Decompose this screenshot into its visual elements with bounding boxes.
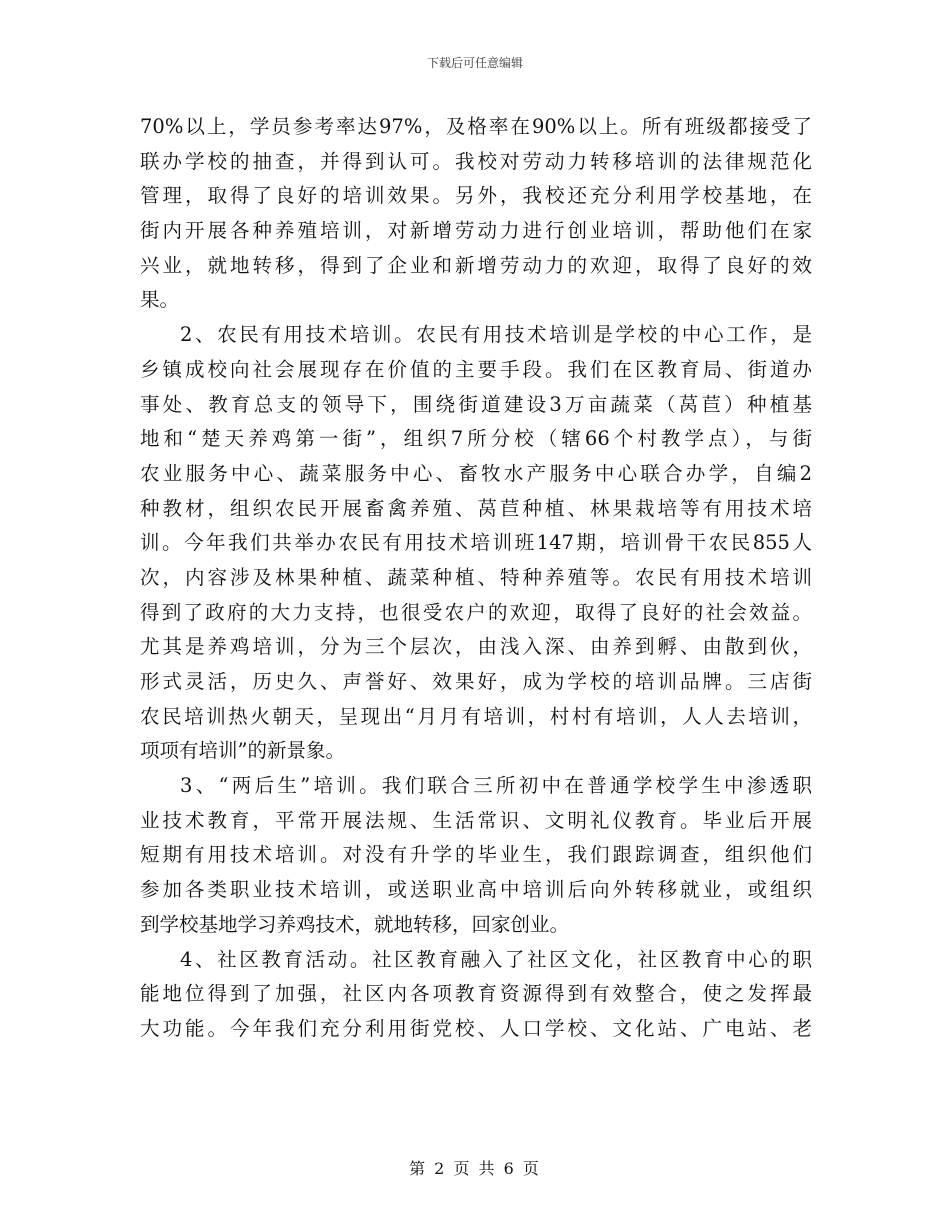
body-line: 短期有用技术培训。对没有升学的毕业生，我们跟踪调查，组织他们: [140, 843, 812, 867]
page-header-note: 下载后可任意编辑: [426, 56, 523, 70]
body-line: 参加各类职业技术培训，或送职业高中培训后向外转移就业，或组织: [140, 878, 812, 902]
body-line: 形式灵活，历史久、声誉好、效果好，成为学校的培训品牌。三店街: [140, 670, 812, 693]
body-line: 能地位得到了加强，社区内各项教育资源得到有效整合，使之发挥最: [140, 982, 812, 1006]
body-line: 兴业，就地转移，得到了企业和新增劳动力的欢迎，取得了良好的效: [140, 253, 812, 277]
body-line: 管理，取得了良好的培训效果。另外，我校还充分利用学校基地，在: [140, 184, 812, 208]
body-line: 得到了政府的大力支持，也很受农户的欢迎，取得了良好的社会效益。: [140, 600, 812, 624]
paragraph-first-line: 3、“两后生”培训。我们联合三所初中在普通学校学生中渗透职: [180, 774, 812, 798]
body-line: 事处、教育总支的领导下，围绕街道建设3万亩蔬菜（莴苣）种植基: [140, 392, 812, 416]
body-line: 农民培训热火朝天，呈现出“月月有培训，村村有培训，人人去培训，: [140, 704, 812, 728]
body-line: 地和“楚天养鸡第一街”，组织7所分校（辖66个村教学点），与街: [140, 427, 812, 451]
body-line: 训。今年我们共举办农民有用技术培训班147期，培训骨干农民855人: [140, 531, 812, 555]
body-line: 70%以上，学员参考率达97%，及格率在90%以上。所有班级都接受了: [140, 115, 812, 138]
body-line: 尤其是养鸡培训，分为三个层次，由浅入深、由养到孵、由散到伙，: [140, 635, 812, 659]
body-line: 果。: [140, 288, 180, 312]
page-footer-page-number: 第 2 页 共 6 页: [409, 1159, 541, 1178]
body-line: 街内开展各种养殖培训，对新增劳动力进行创业培训，帮助他们在家: [140, 219, 812, 243]
body-line: 次，内容涉及林果种植、蔬菜种植、特种养殖等。农民有用技术培训: [140, 565, 812, 589]
body-line: 大功能。今年我们充分利用街党校、人口学校、文化站、广电站、老: [140, 1016, 812, 1040]
paragraph-first-line: 2、农民有用技术培训。农民有用技术培训是学校的中心工作，是: [180, 323, 812, 347]
paragraph-first-line: 4、社区教育活动。社区教育融入了社区文化，社区教育中心的职: [180, 947, 812, 971]
body-line: 到学校基地学习养鸡技术，就地转移，回家创业。: [140, 912, 570, 936]
body-line: 项项有培训”的新景象。: [140, 739, 345, 763]
body-line: 业技术教育，平常开展法规、生活常识、文明礼仪教育。毕业后开展: [140, 808, 812, 832]
body-line: 联办学校的抽查，并得到认可。我校对劳动力转移培训的法律规范化: [140, 149, 812, 173]
body-line: 种教材，组织农民开展畜禽养殖、莴苣种植、林果栽培等有用技术培: [140, 496, 812, 520]
document-body: [140, 110, 812, 1047]
body-line: 农业服务中心、蔬菜服务中心、畜牧水产服务中心联合办学，自编2: [140, 461, 812, 485]
body-line: 乡镇成校向社会展现存在价值的主要手段。我们在区教育局、街道办: [140, 357, 812, 381]
